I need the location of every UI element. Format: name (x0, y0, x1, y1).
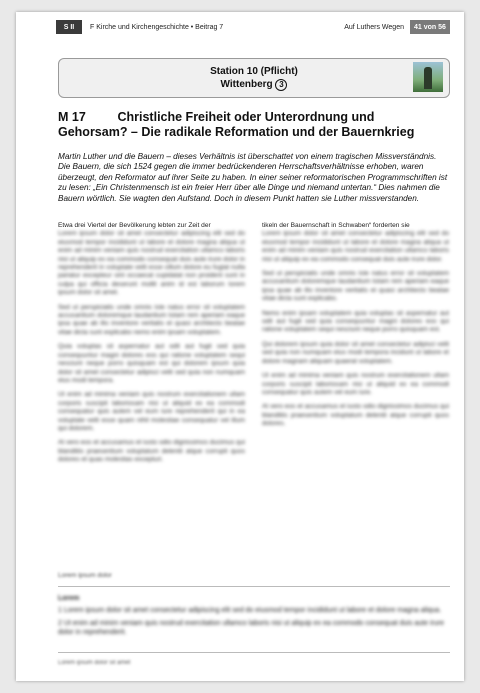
body-left-text-blurred: Lorem ipsum dolor sit amet consectetur adipiscing elit sed do eiusmod tempor incididunt ut labore et dolore magna aliqua ut enim ad minim veniam quis nostrud exercitation ullamco laboris nisi ut aliquip ex ea commodo consequat duis aute irure dolor in reprehenderit in voluptate velit esse cillum dolore eu fugiat nulla pariatur excepteur sint occaecat cupidatat non proident sunt in culpa qui officia deserunt mollit anim id est laborum lorem ipsum dolor sit amet. Sed ut perspiciatis unde omnis iste natus error sit voluptatem accusantium doloremque laudantium totam rem aperiam eaque ipsa quae ab illo inventore veritatis et quasi architecto beatae vitae dicta sunt explicabo nemo enim ipsam voluptatem. Quia voluptas sit aspernatur aut odit aut fugit sed quia consequuntur magni dolores eos qui ratione voluptatem sequi nesciunt neque porro quisquam est qui dolorem ipsum quia dolor sit amet consectetur adipisci velit sed quia non numquam eius modi tempora. Ut enim ad minima veniam quis nostrum exercitationem ullam corporis suscipit laboriosam nisi ut aliquid ex ea commodi consequatur quis autem vel eum iure reprehenderit qui in ea voluptate velit esse quam nihil molestiae consequatur vel illum qui dolorem. At vero eos et accusamus et iusto odio dignissimos ducimus qui blanditiis praesentium voluptatum deleniti atque corrupti quos dolores et quas molestias excepturi. (58, 230, 245, 464)
body-column-right (262, 222, 449, 435)
station-number-badge: 3 (275, 79, 287, 91)
material-id: M 17 (58, 110, 86, 124)
divider (58, 586, 450, 587)
footer-blurred: Lorem ipsum dolor sit amet (58, 660, 131, 666)
document-page (16, 12, 464, 681)
luther-statue-image (413, 62, 443, 92)
station-title: Station 10 (Pflicht) (210, 66, 298, 77)
material-title-line1: Christliche Freiheit oder Unterordnung und (117, 110, 375, 124)
statue-silhouette-icon (424, 67, 432, 89)
station-location-label: Wittenberg (220, 79, 273, 90)
tasks-section-blurred: Lorem 1 Lorem ipsum dolor sit amet consectetur adipiscing elit sed do eiusmod tempor incididunt ut labore et dolore magna aliqua. 2 Ut enim ad minim veniam quis nostrud exercitation ullamco laboris nisi ut aliquip ex ea commodo consequat duis aute irure dolor in reprehenderit. (58, 595, 444, 636)
breadcrumb: F Kirche und Kirchengeschichte • Beitrag 7 (82, 20, 338, 34)
section-badge: S II (56, 20, 82, 34)
source-note-blurred: Lorem ipsum dolor (58, 572, 112, 579)
body-right-lead: tikeln der Bauernschaft in Schwaben“ forderten sie (262, 222, 410, 229)
material-heading (58, 110, 458, 140)
page-indicator: 41 von 56 (410, 20, 450, 34)
body-left-lead: Etwa drei Viertel der Bevölkerung lebten zur Zeit der (58, 222, 211, 229)
footer-divider (58, 652, 450, 653)
station-location (59, 79, 449, 91)
intro-paragraph: Martin Luther und die Bauern – dieses Verhältnis ist überschattet von einem tragischen Missverständnis. Die Bauern, die sich 1524 gegen die immer bedrückenderen Herrschaftsverhältnisse erhoben, waren überzeugt, den Reformator auf ihrer Seite zu haben. In einer seiner reformatorischen Programmschriften ist zu lesen: „Ein Christenmensch ist ein freier Herr über alle Dinge und niemand untertan.“ Dies nahmen die Bauern wörtlich. Sie wagten den Aufstand. Doch in diesem Punkt hatten sie Luther missverstanden. (58, 152, 448, 203)
body-column-left (58, 222, 245, 471)
body-right-text-blurred: Lorem ipsum dolor sit amet consectetur adipiscing elit sed do eiusmod tempor incididunt ut labore et dolore magna aliqua ut enim ad minim veniam quis nostrud exercitation ullamco laboris nisi ut aliquip ex ea commodo consequat duis aute irure dolor. Sed ut perspiciatis unde omnis iste natus error sit voluptatem accusantium doloremque laudantium totam rem aperiam eaque ipsa quae ab illo inventore veritatis et quasi architecto beatae vitae dicta sunt explicabo. Nemo enim ipsam voluptatem quia voluptas sit aspernatur aut odit aut fugit sed quia consequuntur magni dolores eos qui ratione voluptatem sequi nesciunt neque porro quisquam est. Qui dolorem ipsum quia dolor sit amet consectetur adipisci velit sed quia non numquam eius modi tempora incidunt ut labore et dolore magnam aliquam quaerat voluptatem. Ut enim ad minima veniam quis nostrum exercitationem ullam corporis suscipit laboriosam nisi ut aliquid ex ea commodi consequatur quis autem vel eum iure. At vero eos et accusamus et iusto odio dignissimos ducimus qui blanditiis praesentium voluptatum deleniti atque corrupti quos dolores. (262, 230, 449, 428)
page-header (56, 20, 450, 34)
series-title: Auf Luthers Wegen (338, 20, 410, 34)
material-title-line2: Gehorsam? – Die radikale Reformation und der Bauernkrieg (58, 125, 415, 139)
station-box (58, 58, 450, 98)
